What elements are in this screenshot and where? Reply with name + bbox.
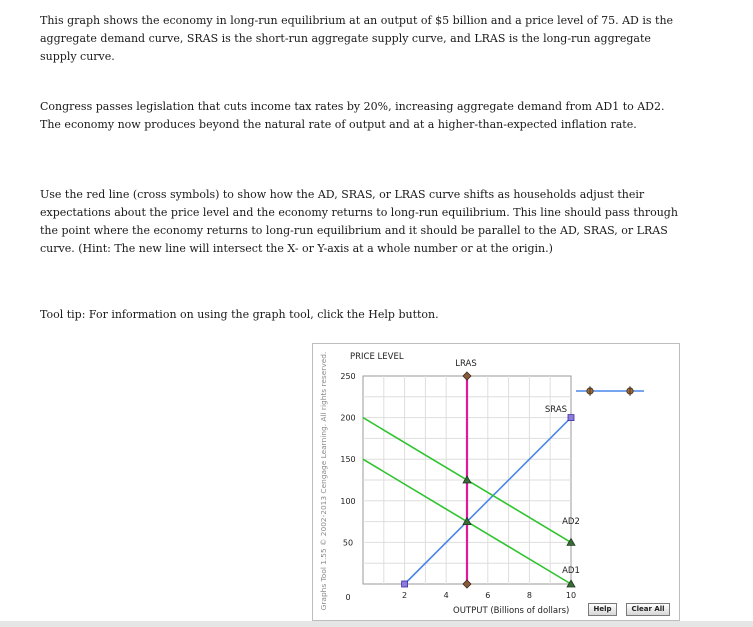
- x-tick-label: 10: [565, 591, 577, 600]
- help-button[interactable]: Help: [588, 603, 617, 616]
- bottom-strip: [0, 621, 753, 627]
- x-tick-label: 2: [402, 591, 408, 600]
- policy-paragraph: Congress passes legislation that cuts income tax rates by 20%, increasing aggregate demand from AD1 to AD2. The economy now produces beyond the natural rate of output and at a higher-than-expected inflation rate.: [40, 100, 665, 131]
- x-tick-label: 6: [485, 591, 491, 600]
- series-label-lras: LRAS: [455, 359, 477, 369]
- y-tick-label: 250: [340, 372, 356, 381]
- x-tick-label: 0: [345, 593, 351, 602]
- tooltip-paragraph: Tool tip: For information on using the graph tool, click the Help button.: [40, 308, 439, 321]
- sras-endpoint-marker[interactable]: [402, 581, 408, 587]
- series-label-sras: SRAS: [544, 405, 568, 415]
- intro-paragraph: This graph shows the economy in long-run equilibrium at an output of $5 billion and a price level of 75. AD is the aggregate demand curve, SRAS is the short-run aggregate supply curve, and LRAS is the long-run aggregate supply curve.: [40, 14, 674, 63]
- x-axis-label: OUTPUT (Billions of dollars): [453, 606, 570, 616]
- x-tick-label: 4: [443, 591, 449, 600]
- y-tick-label: 150: [340, 455, 356, 465]
- tool-credit-text: Graphs Tool 1.55 © 2002-2013 Cengage Learning. All rights reserved.: [319, 351, 328, 611]
- x-tick-label: 8: [526, 591, 532, 600]
- y-tick-label: 200: [340, 413, 356, 423]
- series-label-ad1: AD1: [562, 566, 580, 576]
- instructions-paragraph: Use the red line (cross symbols) to show how the AD, SRAS, or LRAS curve shifts as households adjust their expectations about the price level and the economy returns to long-run equilibrium. This line should pass through the point where the economy returns to long-run equilibrium and it should be parallel to the AD, SRAS, or LRAS curve. (Hint: The new line will intersect the X- or Y-axis at a whole number or at the origin.): [40, 188, 678, 255]
- y-axis-label: PRICE LEVEL: [350, 352, 404, 362]
- clear-all-button[interactable]: Clear All: [626, 603, 670, 616]
- y-tick-label: 100: [340, 496, 356, 506]
- series-label-ad2: AD2: [562, 517, 580, 527]
- sras-endpoint-marker[interactable]: [568, 415, 574, 421]
- y-tick-label: 50: [342, 538, 354, 548]
